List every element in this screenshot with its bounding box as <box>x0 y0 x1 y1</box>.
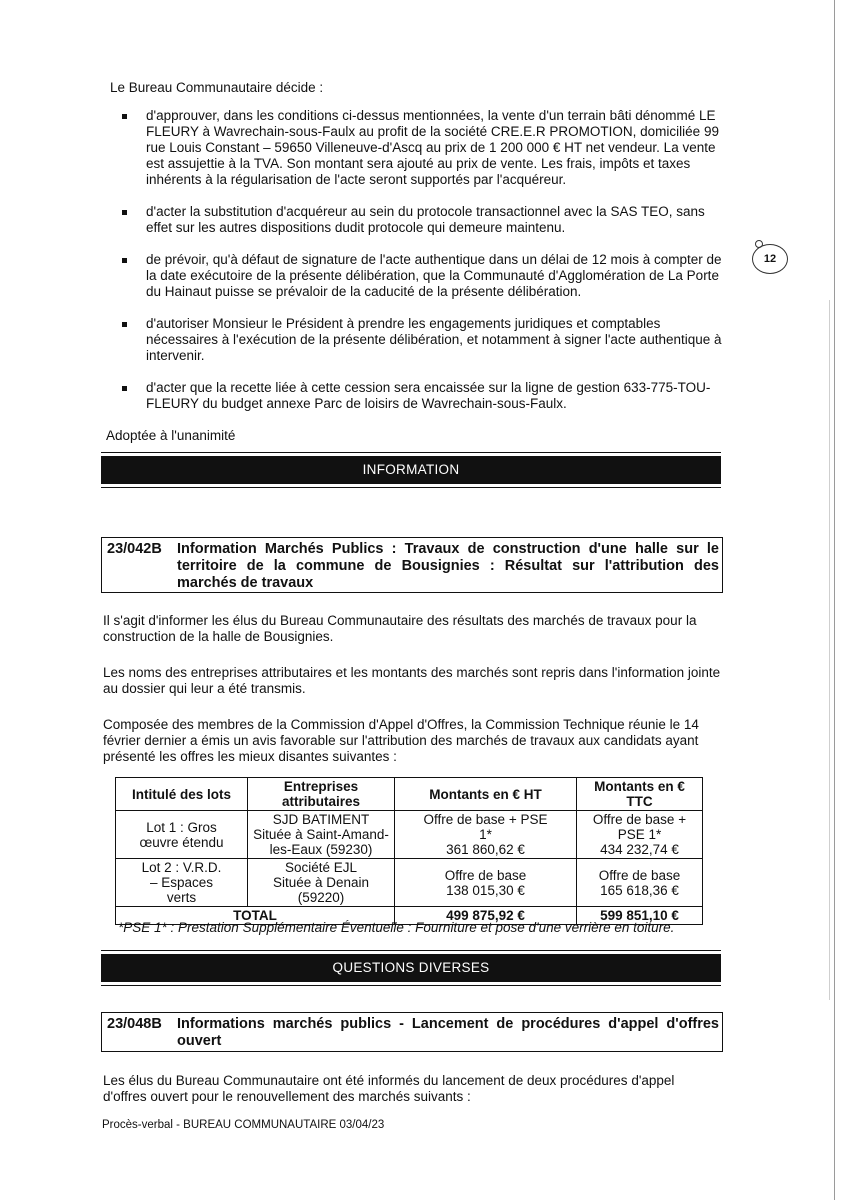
section-heading: INFORMATION <box>101 456 721 484</box>
lot-cell: Lot 1 : Gros œuvre étendu <box>116 811 248 859</box>
section-heading: QUESTIONS DIVERSES <box>101 954 721 982</box>
decision-item: d'autoriser Monsieur le Président à prendre les engagements juridiques et comptables nécessaires à l'exécution de la présente délibération, et notamment à signer l'acte authentique à intervenir. <box>120 316 725 364</box>
section-rule-top <box>101 950 721 951</box>
company-cell: SJD BATIMENT Située à Saint-Amand- les-Eaux (59230) <box>248 811 395 859</box>
awarded-lots-table <box>115 777 703 925</box>
amount-ttc-cell: Offre de base 165 618,36 € <box>577 859 703 907</box>
agenda-item-box <box>101 1012 723 1052</box>
adoption-statement: Adoptée à l'unanimité <box>106 428 236 443</box>
section-rule-bottom <box>101 985 721 986</box>
decision-item: d'acter la substitution d'acquéreur au sein du protocole transactionnel avec la SAS TEO, sans effet sur les autres dispositions dudit protocole qui demeure maintenu. <box>120 204 725 236</box>
scan-edge-line-faint <box>829 300 830 1000</box>
column-header: Entreprises attributaires <box>248 778 395 811</box>
page-footer: Procès-verbal - BUREAU COMMUNAUTAIRE 03/04/23 <box>102 1119 385 1131</box>
bullet-icon <box>122 114 127 119</box>
total-ttc: 599 851,10 € <box>577 907 703 925</box>
bullet-icon <box>122 210 127 215</box>
scan-edge-line <box>834 0 835 1200</box>
paragraph: Composée des membres de la Commission d'Appel d'Offres, la Commission Technique réunie le 14 février dernier a émis un avis favorable sur l'attribution des marchés de travaux aux candidats ayant présenté les offres les mieux disantes suivantes : <box>103 717 699 764</box>
amount-ttc-cell: Offre de base + PSE 1* 434 232,74 € <box>577 811 703 859</box>
column-header: Montants en € TTC <box>577 778 703 811</box>
agenda-item-box <box>101 537 723 593</box>
table-footnote: *PSE 1* : Prestation Supplémentaire Éventuelle : Fourniture et pose d'une verrière en toiture. <box>118 920 675 935</box>
section-rule-top <box>101 452 721 453</box>
total-label: TOTAL <box>116 907 395 925</box>
decision-item: d'approuver, dans les conditions ci-dessus mentionnées, la vente d'un terrain bâti dénommé LE FLEURY à Wavrechain-sous-Faulx au profit de la société CRE.E.R PROMOTION, domiciliée 99 rue Louis Constant – 59650 Villeneuve-d'Ascq au prix de 1 200 000 € HT net vendeur. La vente est assujettie à la TVA. Son montant sera ajouté au prix de vente. Les frais, impôts et taxes inhérents à la régularisation de l'acte seront supportés par l'acquéreur. <box>120 108 725 188</box>
decision-item: d'acter que la recette liée à cette cession sera encaissée sur la ligne de gestion 633-775-TOU-FLEURY du budget annexe Parc de loisirs de Wavrechain-sous-Faulx. <box>120 380 725 412</box>
column-header: Intitulé des lots <box>116 778 248 811</box>
section-questions <box>101 950 721 986</box>
section-information <box>101 452 721 488</box>
decision-intro: Le Bureau Communautaire décide : <box>110 80 324 95</box>
agenda-item-code: 23/042B <box>107 541 162 557</box>
agenda-item-title: Informations marchés publics - Lancement de procédures d'appel d'offres ouvert <box>177 1016 719 1049</box>
decision-list <box>120 108 725 428</box>
amount-ht-cell: Offre de base + PSE 1* 361 860,62 € <box>395 811 577 859</box>
company-cell: Société EJL Située à Denain (59220) <box>248 859 395 907</box>
agenda-item-title: Information Marchés Publics : Travaux de construction d'une halle sur le territoire de la commune de Bousignies : Résultat sur l'attribution des marchés de travaux <box>177 541 719 591</box>
column-header: Montants en € HT <box>395 778 577 811</box>
paragraph: Les noms des entreprises attributaires et les montants des marchés sont repris dans l'information jointe au dossier qui leur a été transmis. <box>103 665 721 696</box>
bullet-icon <box>122 322 127 327</box>
total-ht: 499 875,92 € <box>395 907 577 925</box>
lot-cell: Lot 2 : V.R.D. – Espaces verts <box>116 859 248 907</box>
section-rule-bottom <box>101 487 721 488</box>
table-header-row <box>116 778 703 811</box>
bullet-icon <box>122 258 127 263</box>
agenda-item-code: 23/048B <box>107 1016 162 1032</box>
paragraph: Les élus du Bureau Communautaire ont été informés du lancement de deux procédures d'appel d'offres ouvert pour le renouvellement des marchés suivants : <box>103 1073 675 1104</box>
bullet-icon <box>122 386 127 391</box>
decision-item: de prévoir, qu'à défaut de signature de l'acte authentique dans un délai de 12 mois à compter de la date exécutoire de la présente délibération, que la Communauté d'Agglomération de La Porte du Hainaut puisse se prévaloir de la caducité de la présente délibération. <box>120 252 725 300</box>
table-row <box>116 859 703 907</box>
paragraph: Il s'agit d'informer les élus du Bureau Communautaire des résultats des marchés de travaux pour la construction de la halle de Bousignies. <box>103 613 697 644</box>
table-row <box>116 811 703 859</box>
page-number-seal: 12 <box>752 244 788 274</box>
amount-ht-cell: Offre de base 138 015,30 € <box>395 859 577 907</box>
